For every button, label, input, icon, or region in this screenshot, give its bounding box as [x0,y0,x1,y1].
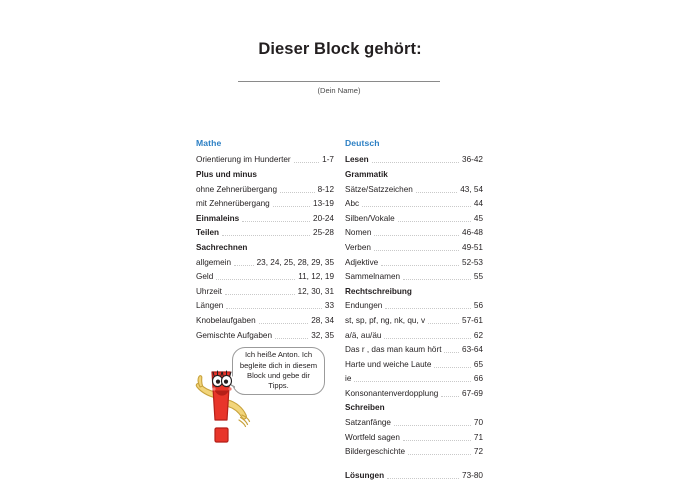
toc-entry[interactable] [345,240,483,255]
toc-entry[interactable] [196,298,334,313]
toc-entry[interactable] [345,269,483,284]
toc-entry[interactable] [345,415,483,430]
toc-entry[interactable] [196,240,334,255]
toc-leader-dots [398,220,471,222]
toc-entry-label: Abc [345,199,360,209]
toc-entry[interactable] [196,327,334,342]
toc-entry[interactable] [196,225,334,240]
toc-entry[interactable] [345,196,483,211]
toc-leader-dots [242,220,310,222]
toc-entry-pages: 73-80 [462,470,483,480]
toc-entry-pages: 57-61 [462,315,483,325]
toc-leader-dots [362,205,471,207]
toc-entry-label: allgemein [196,257,232,267]
toc-leader-dots [280,191,315,193]
toc-leader-dots [354,380,471,382]
toc-leader-dots [372,161,459,163]
toc-entry-label: Uhrzeit [196,286,222,296]
toc-entry[interactable] [196,152,334,167]
toc-entry-pages: 66 [473,374,483,384]
toc-entry-pages: 62 [473,330,483,340]
toc-entry-label: Silben/Vokale [345,213,395,223]
toc-entry-label: Plus und minus [196,169,257,179]
toc-entry[interactable] [345,429,483,444]
toc-leader-dots [403,439,471,441]
toc-entry-label: Nomen [345,228,372,238]
toc-entry-pages: 11, 12, 19 [298,272,334,282]
toc-entry[interactable] [345,225,483,240]
toc-entry[interactable] [345,327,483,342]
toc-entry[interactable] [345,371,483,386]
toc-entry[interactable] [345,181,483,196]
toc-leader-dots [273,205,310,207]
toc-leader-dots [222,234,310,236]
page-title: Dieser Block gehört: [258,40,422,58]
toc-entry-pages: 71 [473,432,483,442]
toc-entry-pages: 36-42 [462,155,483,165]
name-line-caption: (Dein Name) [317,86,361,95]
toc-entry-pages: 43, 54 [460,184,483,194]
toc-entry-label: Satzanfänge [345,418,391,428]
toc-leader-dots [385,307,471,309]
toc-entry-pages: 55 [473,272,483,282]
toc-entry-list-deutsch [345,152,483,482]
toc-entry[interactable] [196,210,334,225]
toc-entry-pages: 32, 35 [311,330,334,340]
toc-entry-pages: 65 [473,359,483,369]
toc-leader-dots [294,161,320,163]
toc-entry-label: Sammelnamen [345,272,401,282]
toc-entry-label: Sachrechnen [196,242,248,252]
toc-entry-pages: 13-19 [313,199,334,209]
toc-leader-dots [388,411,480,412]
toc-entry-pages: 46-48 [462,228,483,238]
toc-entry-pages: 52-53 [462,257,483,267]
toc-entry[interactable] [196,269,334,284]
toc-leader-dots [225,293,295,295]
toc-entry-pages: 72 [473,447,483,457]
toc-leader-dots [234,264,254,266]
toc-entry[interactable] [196,196,334,211]
toc-entry[interactable] [345,458,483,467]
toc-entry-label: ohne Zehnerübergang [196,184,278,194]
toc-entry-label: Endungen [345,301,383,311]
toc-entry[interactable] [345,298,483,313]
toc-entry-label: Längen [196,301,224,311]
toc-entry-pages: 56 [473,301,483,311]
toc-entry-label: Lesen [345,155,369,165]
toc-leader-dots [374,234,459,236]
toc-leader-dots [384,337,470,339]
toc-entry[interactable] [345,254,483,269]
column-heading-deutsch: Deutsch [345,138,380,148]
toc-entry[interactable] [345,386,483,401]
toc-entry-label: a/ä, au/äu [345,330,382,340]
toc-entry-label: Knobelaufgaben [196,315,256,325]
toc-entry[interactable] [345,210,483,225]
toc-entry-pages: 12, 30, 31 [297,286,334,296]
toc-leader-dots [275,337,308,339]
toc-entry-pages: 44 [473,199,483,209]
toc-entry-pages: 28, 34 [311,315,334,325]
toc-entry-label: mit Zehnerübergang [196,199,270,209]
toc-entry-pages: 49-51 [462,242,483,252]
toc-entry[interactable] [345,152,483,167]
toc-leader-dots [434,366,470,368]
column-heading-mathe: Mathe [196,138,222,148]
toc-entry-label: Einmaleins [196,213,240,223]
toc-entry[interactable] [345,313,483,328]
toc-entry-label: Grammatik [345,169,388,179]
toc-entry-pages: 1-7 [322,155,334,165]
toc-entry-list-mathe [196,152,334,342]
toc-entry-pages: 33 [324,301,334,311]
toc-entry[interactable] [196,313,334,328]
toc-entry-label: Schreiben [345,403,385,413]
toc-leader-dots [250,250,331,251]
toc-leader-dots [259,322,309,324]
toc-entry-label: st, sp, pf, ng, nk, qu, v [345,315,426,325]
toc-leader-dots [394,424,471,426]
toc-leader-dots [416,191,457,193]
toc-entry[interactable] [345,444,483,459]
toc-entry[interactable] [196,283,334,298]
toc-leader-dots [415,294,480,295]
toc-entry-label: Orientierung im Hunderter [196,155,291,165]
toc-entry-label: Lösungen [345,470,385,480]
toc-entry-pages: 45 [473,213,483,223]
toc-entry-label: Geld [196,272,214,282]
name-write-line [238,81,440,82]
speech-bubble-text: Ich heiße Anton. Ich begleite dich in diesem Block und gebe dir Tipps. [239,350,318,391]
toc-leader-dots [391,177,480,178]
toc-entry[interactable] [345,167,483,182]
toc-entry-label: Teilen [196,228,220,238]
toc-entry[interactable] [196,254,334,269]
toc-entry-label: Bildergeschichte [345,447,406,457]
toc-entry-label: Rechtschreibung [345,286,412,296]
toc-entry-label: Adjektive [345,257,379,267]
anton-mascot-icon [186,358,258,450]
toc-entry-pages: 25-28 [313,228,334,238]
toc-leader-dots [226,307,322,309]
toc-leader-dots [441,395,459,397]
toc-leader-dots [387,477,459,479]
toc-entry-pages: 63-64 [462,345,483,355]
toc-entry-label: Sätze/Satzzeichen [345,184,413,194]
toc-entry[interactable] [345,356,483,371]
toc-entry[interactable] [345,283,483,298]
toc-leader-dots [260,177,331,178]
toc-entry-label: ie [345,374,352,384]
toc-entry-label: Das r , das man kaum hört [345,345,442,355]
toc-entry[interactable] [196,167,334,182]
toc-entry[interactable] [345,342,483,357]
toc-entry-label: Verben [345,242,371,252]
toc-leader-dots [381,264,459,266]
toc-column-mathe [196,138,334,342]
toc-entry-label: Gemischte Aufgaben [196,330,273,340]
toc-entry-pages: 70 [473,418,483,428]
toc-entry-pages: 23, 24, 25, 28, 29, 35 [256,257,334,267]
toc-column-deutsch [345,138,483,482]
toc-leader-dots [374,249,459,251]
toc-entry-label: Wortfeld sagen [345,432,400,442]
toc-entry[interactable] [345,400,483,415]
toc-entry-pages: 20-24 [313,213,334,223]
toc-leader-dots [428,322,459,324]
toc-entry[interactable] [196,181,334,196]
toc-leader-dots [444,351,459,353]
toc-leader-dots [408,453,471,455]
toc-entry-label: Harte und weiche Laute [345,359,432,369]
toc-leader-dots [216,278,295,280]
toc-entry-pages: 67-69 [462,388,483,398]
toc-entry-label: Konsonantenverdopplung [345,388,439,398]
toc-entry-pages: 8-12 [317,184,334,194]
toc-leader-dots [403,278,471,280]
